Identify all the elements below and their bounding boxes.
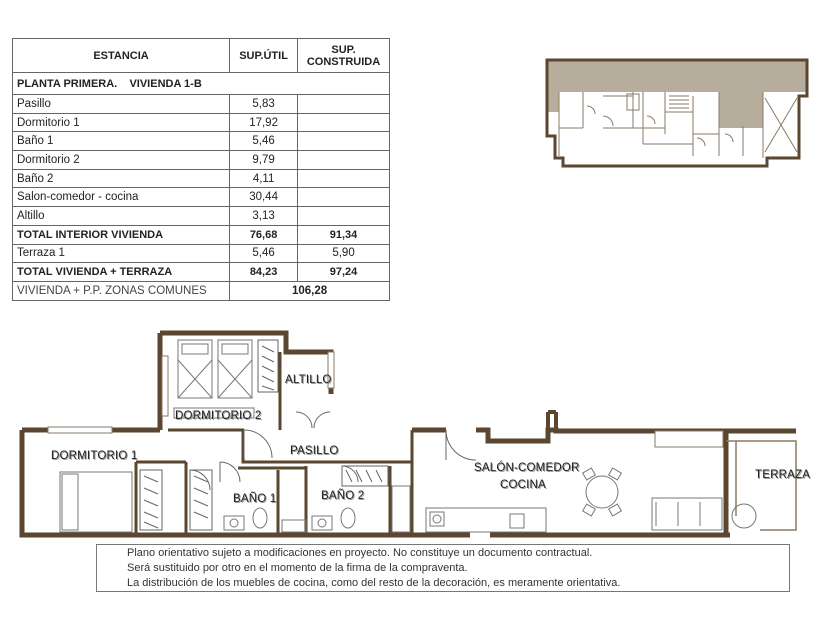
disclaimer-line-3: La distribución de los muebles de cocina, como del resto de la decoración, es meramente orientativa. <box>127 577 621 589</box>
room-name: Dormitorio 2 <box>13 151 230 170</box>
key-plan-thumbnail <box>543 56 811 172</box>
room-name: Baño 1 <box>13 132 230 151</box>
total-interior-util: 76,68 <box>230 225 298 244</box>
floor-plan <box>0 320 840 544</box>
total-vivienda-row <box>13 263 390 282</box>
comunes-construida: 106,28 <box>230 281 390 300</box>
table-row <box>13 207 390 226</box>
dormitorio2-beds <box>174 340 254 418</box>
dormitorio1-bed <box>60 472 132 532</box>
room-util: 5,46 <box>230 132 298 151</box>
terraza-row <box>13 244 390 263</box>
surface-table <box>12 38 390 301</box>
room-name: Salon-comedor - cocina <box>13 188 230 207</box>
room-util: 30,44 <box>230 188 298 207</box>
disclaimer-line-1: Plano orientativo sujeto a modificaciones en proyecto. No constituye un documento contractual. <box>127 547 593 559</box>
room-name: Baño 2 <box>13 169 230 188</box>
total-interior-label: TOTAL INTERIOR VIVIENDA <box>13 225 230 244</box>
table-row <box>13 188 390 207</box>
label-dormitorio2: DORMITORIO 2 <box>175 410 262 422</box>
total-vivienda-label: TOTAL VIVIENDA + TERRAZA <box>13 263 230 282</box>
room-util: 9,79 <box>230 151 298 170</box>
terraza-label: Terraza 1 <box>13 244 230 263</box>
label-dormitorio1: DORMITORIO 1 <box>51 450 138 462</box>
room-name: Altillo <box>13 207 230 226</box>
room-util: 17,92 <box>230 113 298 132</box>
disclaimer-box <box>96 544 790 592</box>
col-sup-util: SUP.ÚTIL <box>230 39 298 73</box>
room-name: Pasillo <box>13 95 230 114</box>
table-header-row <box>13 39 390 73</box>
section-title: PLANTA PRIMERA. VIVIENDA 1-B <box>13 73 390 95</box>
label-bano2: BAÑO 2 <box>321 490 365 502</box>
total-vivienda-construida: 97,24 <box>298 263 390 282</box>
comunes-label: VIVIENDA + P.P. ZONAS COMUNES <box>13 281 230 300</box>
comunes-row <box>13 281 390 300</box>
terraza-outline <box>726 441 796 530</box>
label-cocina: COCINA <box>500 479 546 491</box>
table-row <box>13 95 390 114</box>
interior-walls <box>136 352 412 535</box>
disclaimer-line-2: Será sustituido por otro en el momento de la firma de la compraventa. <box>127 562 468 574</box>
col-sup-construida-line2: CONSTRUIDA <box>306 55 381 68</box>
section-row <box>13 73 390 95</box>
col-sup-construida <box>298 39 390 73</box>
table-row <box>13 151 390 170</box>
col-estancia: ESTANCIA <box>13 39 230 73</box>
label-pasillo: PASILLO <box>290 445 339 457</box>
total-interior-construida: 91,34 <box>298 225 390 244</box>
room-name: Dormitorio 1 <box>13 113 230 132</box>
table-row <box>13 132 390 151</box>
table-row <box>13 113 390 132</box>
room-util: 4,11 <box>230 169 298 188</box>
table-row <box>13 169 390 188</box>
key-plan-highlight <box>547 60 807 128</box>
label-terraza: TERRAZA <box>755 469 811 481</box>
terraza-util: 5,46 <box>230 244 298 263</box>
room-util: 5,83 <box>230 95 298 114</box>
label-altillo: ALTILLO <box>285 374 332 386</box>
total-interior-row <box>13 225 390 244</box>
label-bano1: BAÑO 1 <box>233 493 277 505</box>
total-vivienda-util: 84,23 <box>230 263 298 282</box>
terraza-construida: 5,90 <box>298 244 390 263</box>
col-sup-construida-line1: SUP. <box>331 43 356 56</box>
room-util: 3,13 <box>230 207 298 226</box>
label-salon-comedor: SALÓN-COMEDOR <box>474 462 580 474</box>
living-furniture <box>426 468 756 532</box>
